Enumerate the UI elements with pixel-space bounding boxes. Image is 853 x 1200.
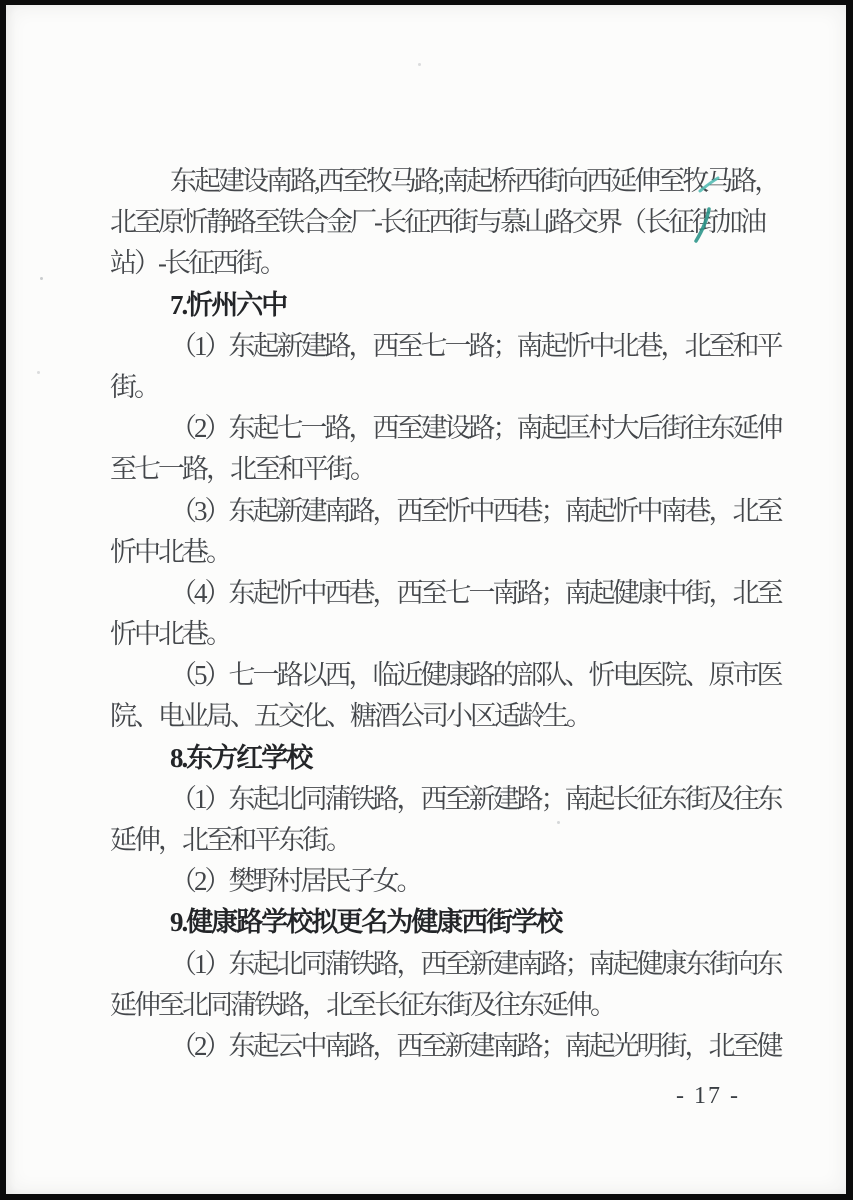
- text-line: （2）东起七一路，西至建设路；南起匡村大后街往东延伸: [170, 413, 781, 444]
- text-line: 街。: [110, 371, 158, 402]
- text-line: （1）东起北同蒲铁路，西至新建路；南起长征东街及往东: [170, 783, 781, 814]
- text-line: 忻中北巷。: [110, 536, 230, 567]
- text-line: 延伸，北至和平东街。: [110, 825, 350, 855]
- text-line: （1）东起新建路，西至七一路；南起忻中北巷，北至和平: [170, 330, 781, 361]
- text-line: （2）樊野村居民子女。: [170, 866, 421, 897]
- text-line: （2）东起云中南路，西至新建南路；南起光明街，北至健: [170, 1030, 781, 1061]
- text-line: 北至原忻静路至铁合金厂-长征西街与慕山路交界（长征街加油: [110, 207, 764, 238]
- paper-sheet: [6, 5, 846, 1194]
- text-line: 东起建设南路,西至牧马路;南起桥西街向西延伸至牧马路，: [170, 166, 779, 196]
- heading-school-9: 9.健康路学校拟更名为健康西街学校: [170, 907, 562, 938]
- scan-speck: [418, 63, 421, 66]
- text-line: 延伸至北同蒲铁路，北至长征东街及往东延伸。: [110, 989, 614, 1020]
- scan-speck: [40, 277, 43, 280]
- text-line: 至七一路，北至和平街。: [110, 454, 374, 485]
- text-line: 站）-长征西街。: [110, 248, 284, 279]
- text-line: （3）东起新建南路，西至忻中西巷；南起忻中南巷，北至: [170, 495, 781, 526]
- text-line: （5）七一路以西，临近健康路的部队、忻电医院、原市医: [170, 660, 781, 691]
- text-line: （1）东起北同蒲铁路，西至新建南路；南起健康东街向东: [170, 948, 781, 979]
- page-number: - 17 -: [676, 1083, 740, 1109]
- heading-school-8: 8.东方红学校: [170, 742, 312, 773]
- scan-speck: [557, 821, 560, 824]
- text-line: 忻中北巷。: [110, 619, 230, 650]
- document-body: [110, 161, 781, 1067]
- text-line: 院、电业局、五交化、糖酒公司小区适龄生。: [110, 701, 590, 732]
- heading-school-7: 7.忻州六中: [170, 289, 287, 320]
- text-line: （4）东起忻中西巷，西至七一南路；南起健康中街，北至: [170, 577, 781, 608]
- scan-speck: [37, 371, 40, 374]
